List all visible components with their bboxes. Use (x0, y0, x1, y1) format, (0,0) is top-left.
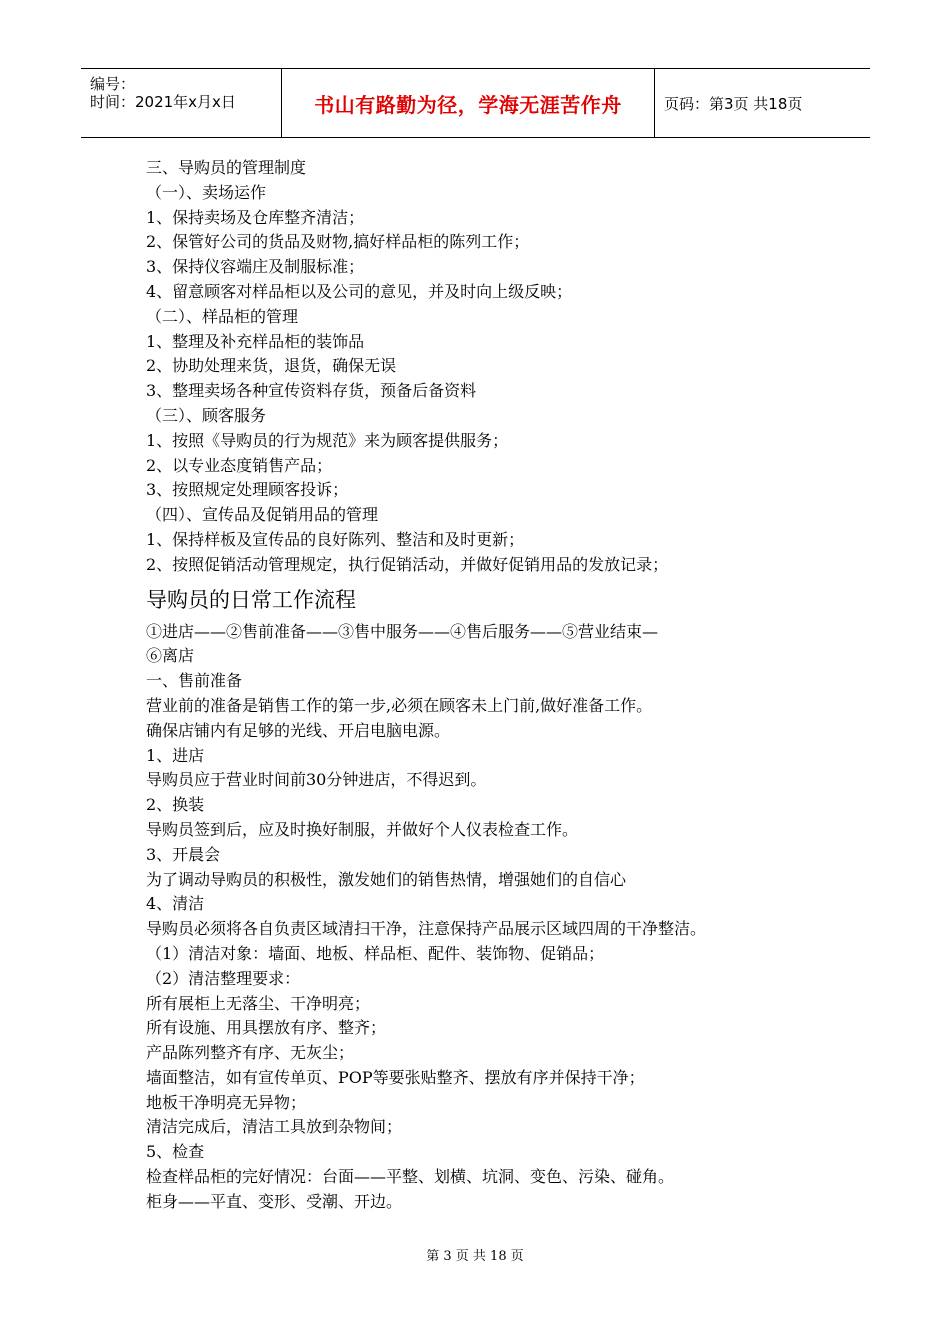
text-line: 检查样品柜的完好情况：台面——平整、划横、坑洞、变色、污染、碰角。 (146, 1167, 675, 1187)
text-line: 2、以专业态度销售产品； (146, 455, 333, 475)
text-line: 2、按照促销活动管理规定，执行促销活动，并做好促销用品的发放记录； (146, 554, 669, 574)
document-body (146, 156, 846, 1215)
text-line: 导购员应于营业时间前30分钟进店，不得迟到。 (146, 770, 487, 790)
text-line: 1、保持卖场及仓库整齐清洁； (146, 207, 365, 227)
text-line: 为了调动导购员的积极性，激发她们的销售热情，增强她们的自信心 (146, 869, 627, 889)
text-line: 2、保管好公司的货品及财物,搞好样品柜的陈列工作； (146, 232, 530, 252)
page-footer: 第 3 页 共 18 页 (426, 1249, 524, 1264)
text-line: （一）、卖场运作 (146, 182, 267, 202)
text-line: 3、按照规定处理顾客投诉； (146, 480, 349, 500)
text-line: 3、保持仪容端庄及制服标准； (146, 257, 365, 277)
header-page-info: 页码：第3页 共18页 (664, 94, 803, 113)
text-line: 所有设施、用具摆放有序、整齐； (146, 1018, 387, 1038)
text-line: 营业前的准备是销售工作的第一步,必须在顾客未上门前,做好准备工作。 (146, 695, 653, 715)
text-line: 1、整理及补充样品柜的装饰品 (146, 331, 365, 351)
text-line: 2、协助处理来货，退货，确保无误 (146, 356, 397, 376)
number-label: 编号： (90, 75, 136, 93)
text-line: （四）、宣传品及促销用品的管理 (146, 505, 379, 525)
page-header (81, 68, 870, 138)
text-line: 所有展柜上无落尘、干净明亮； (146, 993, 371, 1013)
header-motto: 书山有路勤为径，学海无涯苦作舟 (314, 92, 622, 117)
text-line: ①进店——②售前准备——③售中服务——④售后服务——⑤营业结束— (146, 621, 659, 641)
text-line: 三、导购员的管理制度 (146, 158, 307, 177)
text-line: 1、按照《导购员的行为规范》来为顾客提供服务； (146, 430, 509, 450)
text-line: 2、换装 (146, 795, 205, 815)
text-line: 导购员签到后，应及时换好制服，并做好个人仪表检查工作。 (146, 819, 579, 839)
text-line: 导购员必须将各自负责区域清扫干净，注意保持产品展示区域四周的干净整洁。 (146, 919, 707, 939)
text-line: （2）清洁整理要求： (146, 968, 301, 988)
text-line: 一、售前准备 (146, 671, 243, 691)
text-line: 5、检查 (146, 1142, 205, 1162)
header-motto-cell (281, 69, 655, 137)
text-line: （三）、顾客服务 (146, 405, 267, 425)
text-line: 4、清洁 (146, 894, 205, 914)
text-line: 产品陈列整齐有序、无灰尘； (146, 1043, 355, 1063)
text-line: （二）、样品柜的管理 (146, 306, 299, 326)
text-line: 3、开晨会 (146, 844, 221, 864)
text-line: 清洁完成后，清洁工具放到杂物间； (146, 1117, 403, 1137)
text-line: 1、保持样板及宣传品的良好陈列、整洁和及时更新； (146, 529, 525, 549)
section-heading: 导购员的日常工作流程 (146, 587, 356, 612)
header-page-cell (654, 69, 870, 137)
text-line: 柜身——平直、变形、受潮、开边。 (146, 1191, 403, 1211)
time-label: 时间：2021年x月x日 (90, 93, 236, 111)
text-line: ⑥离店 (146, 646, 195, 666)
text-line: 4、留意顾客对样品柜以及公司的意见，并及时向上级反映； (146, 281, 573, 301)
text-line: 墙面整洁，如有宣传单页、POP等要张贴整齐、摆放有序并保持干净； (146, 1067, 645, 1087)
text-line: 1、进店 (146, 745, 205, 765)
text-line: 3、整理卖场各种宣传资料存货，预备后备资料 (146, 381, 477, 401)
text-line: （1）清洁对象：墙面、地板、样品柜、配件、装饰物、促销品； (146, 943, 605, 963)
text-line: 确保店铺内有足够的光线、开启电脑电源。 (146, 720, 451, 740)
text-line: 地板干净明亮无异物； (146, 1092, 307, 1112)
header-meta (81, 69, 281, 137)
